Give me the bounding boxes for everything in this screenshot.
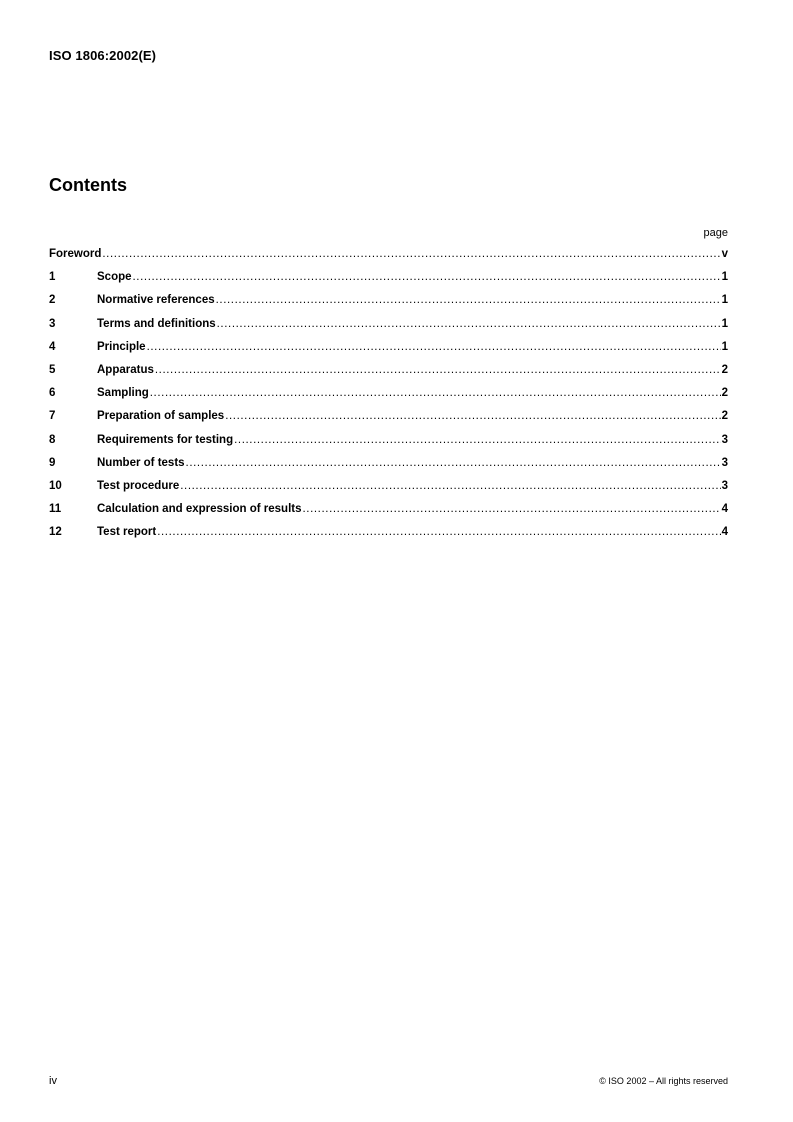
footer-copyright: © ISO 2002 – All rights reserved [599,1076,728,1086]
toc-entry-test-report[interactable] [49,526,728,549]
toc-entry-title: Test report [97,526,157,539]
toc-entry-apparatus[interactable] [49,364,728,387]
toc-entry-number: 3 [49,317,56,330]
toc-dot-leader [225,410,720,422]
toc-entry-foreword[interactable] [49,248,728,271]
toc-entry-page: 1 [721,317,728,330]
toc-entry-normative-references[interactable] [49,294,728,317]
toc-dot-leader [157,526,720,538]
toc-entry-requirements-for-testing[interactable] [49,434,728,457]
toc-dot-leader [217,318,721,330]
toc-dot-leader [155,364,721,376]
toc-entry-number: 8 [49,433,56,446]
toc-entry-number-of-tests[interactable] [49,457,728,480]
toc-entry-number: 9 [49,456,56,469]
page-column-label: page [703,227,728,239]
toc-dot-leader [180,480,720,492]
toc-entry-number: 11 [49,503,62,516]
toc-dot-leader [303,503,721,515]
toc-entry-page: 1 [721,294,728,307]
toc-entry-title: Terms and definitions [97,317,216,330]
table-of-contents [49,248,728,549]
toc-entry-page: 1 [721,340,728,353]
toc-entry-title: Requirements for testing [97,433,234,446]
toc-entry-number: 12 [49,526,62,539]
toc-dot-leader [234,434,720,446]
toc-entry-test-procedure[interactable] [49,480,728,503]
toc-entry-number: 7 [49,410,56,423]
toc-entry-page: 4 [721,503,728,516]
toc-dot-leader [147,341,721,353]
toc-entry-page: 4 [721,526,728,539]
toc-entry-number: 2 [49,294,56,307]
toc-entry-number: 4 [49,340,56,353]
toc-entry-page: 3 [721,479,728,492]
toc-entry-title: Apparatus [97,363,154,376]
toc-entry-number: 1 [49,271,56,284]
toc-entry-title: Test procedure [97,479,180,492]
toc-entry-page: 2 [721,363,728,376]
toc-entry-page: 2 [721,410,728,423]
toc-entry-page: 2 [721,387,728,400]
toc-entry-page: 3 [721,456,728,469]
toc-entry-title: Scope [97,271,132,284]
toc-entry-page: 1 [721,271,728,284]
toc-entry-title: Foreword [49,248,102,260]
toc-entry-title: Normative references [97,294,215,307]
toc-entry-number: 6 [49,387,56,400]
toc-dot-leader [102,248,720,260]
toc-entry-page: 3 [721,433,728,446]
toc-dot-leader [133,271,721,283]
document-id: ISO 1806:2002(E) [49,48,157,63]
toc-entry-principle[interactable] [49,341,728,364]
toc-entry-title: Number of tests [97,456,185,469]
toc-entry-calculation-and-expression[interactable] [49,503,728,526]
toc-dot-leader [186,457,721,469]
footer-page-number: iv [49,1075,57,1087]
toc-entry-title: Principle [97,340,146,353]
toc-entry-terms-and-definitions[interactable] [49,318,728,341]
contents-title: Contents [49,175,127,195]
toc-entry-title: Calculation and expression of results [97,503,302,516]
toc-dot-leader [216,294,721,306]
toc-entry-scope[interactable] [49,271,728,294]
toc-entry-page: v [721,248,728,260]
toc-dot-leader [150,387,721,399]
toc-entry-title: Preparation of samples [97,410,225,423]
toc-entry-preparation-of-samples[interactable] [49,410,728,433]
toc-entry-number: 10 [49,479,62,492]
toc-entry-sampling[interactable] [49,387,728,410]
toc-entry-number: 5 [49,363,56,376]
toc-entry-title: Sampling [97,387,149,400]
